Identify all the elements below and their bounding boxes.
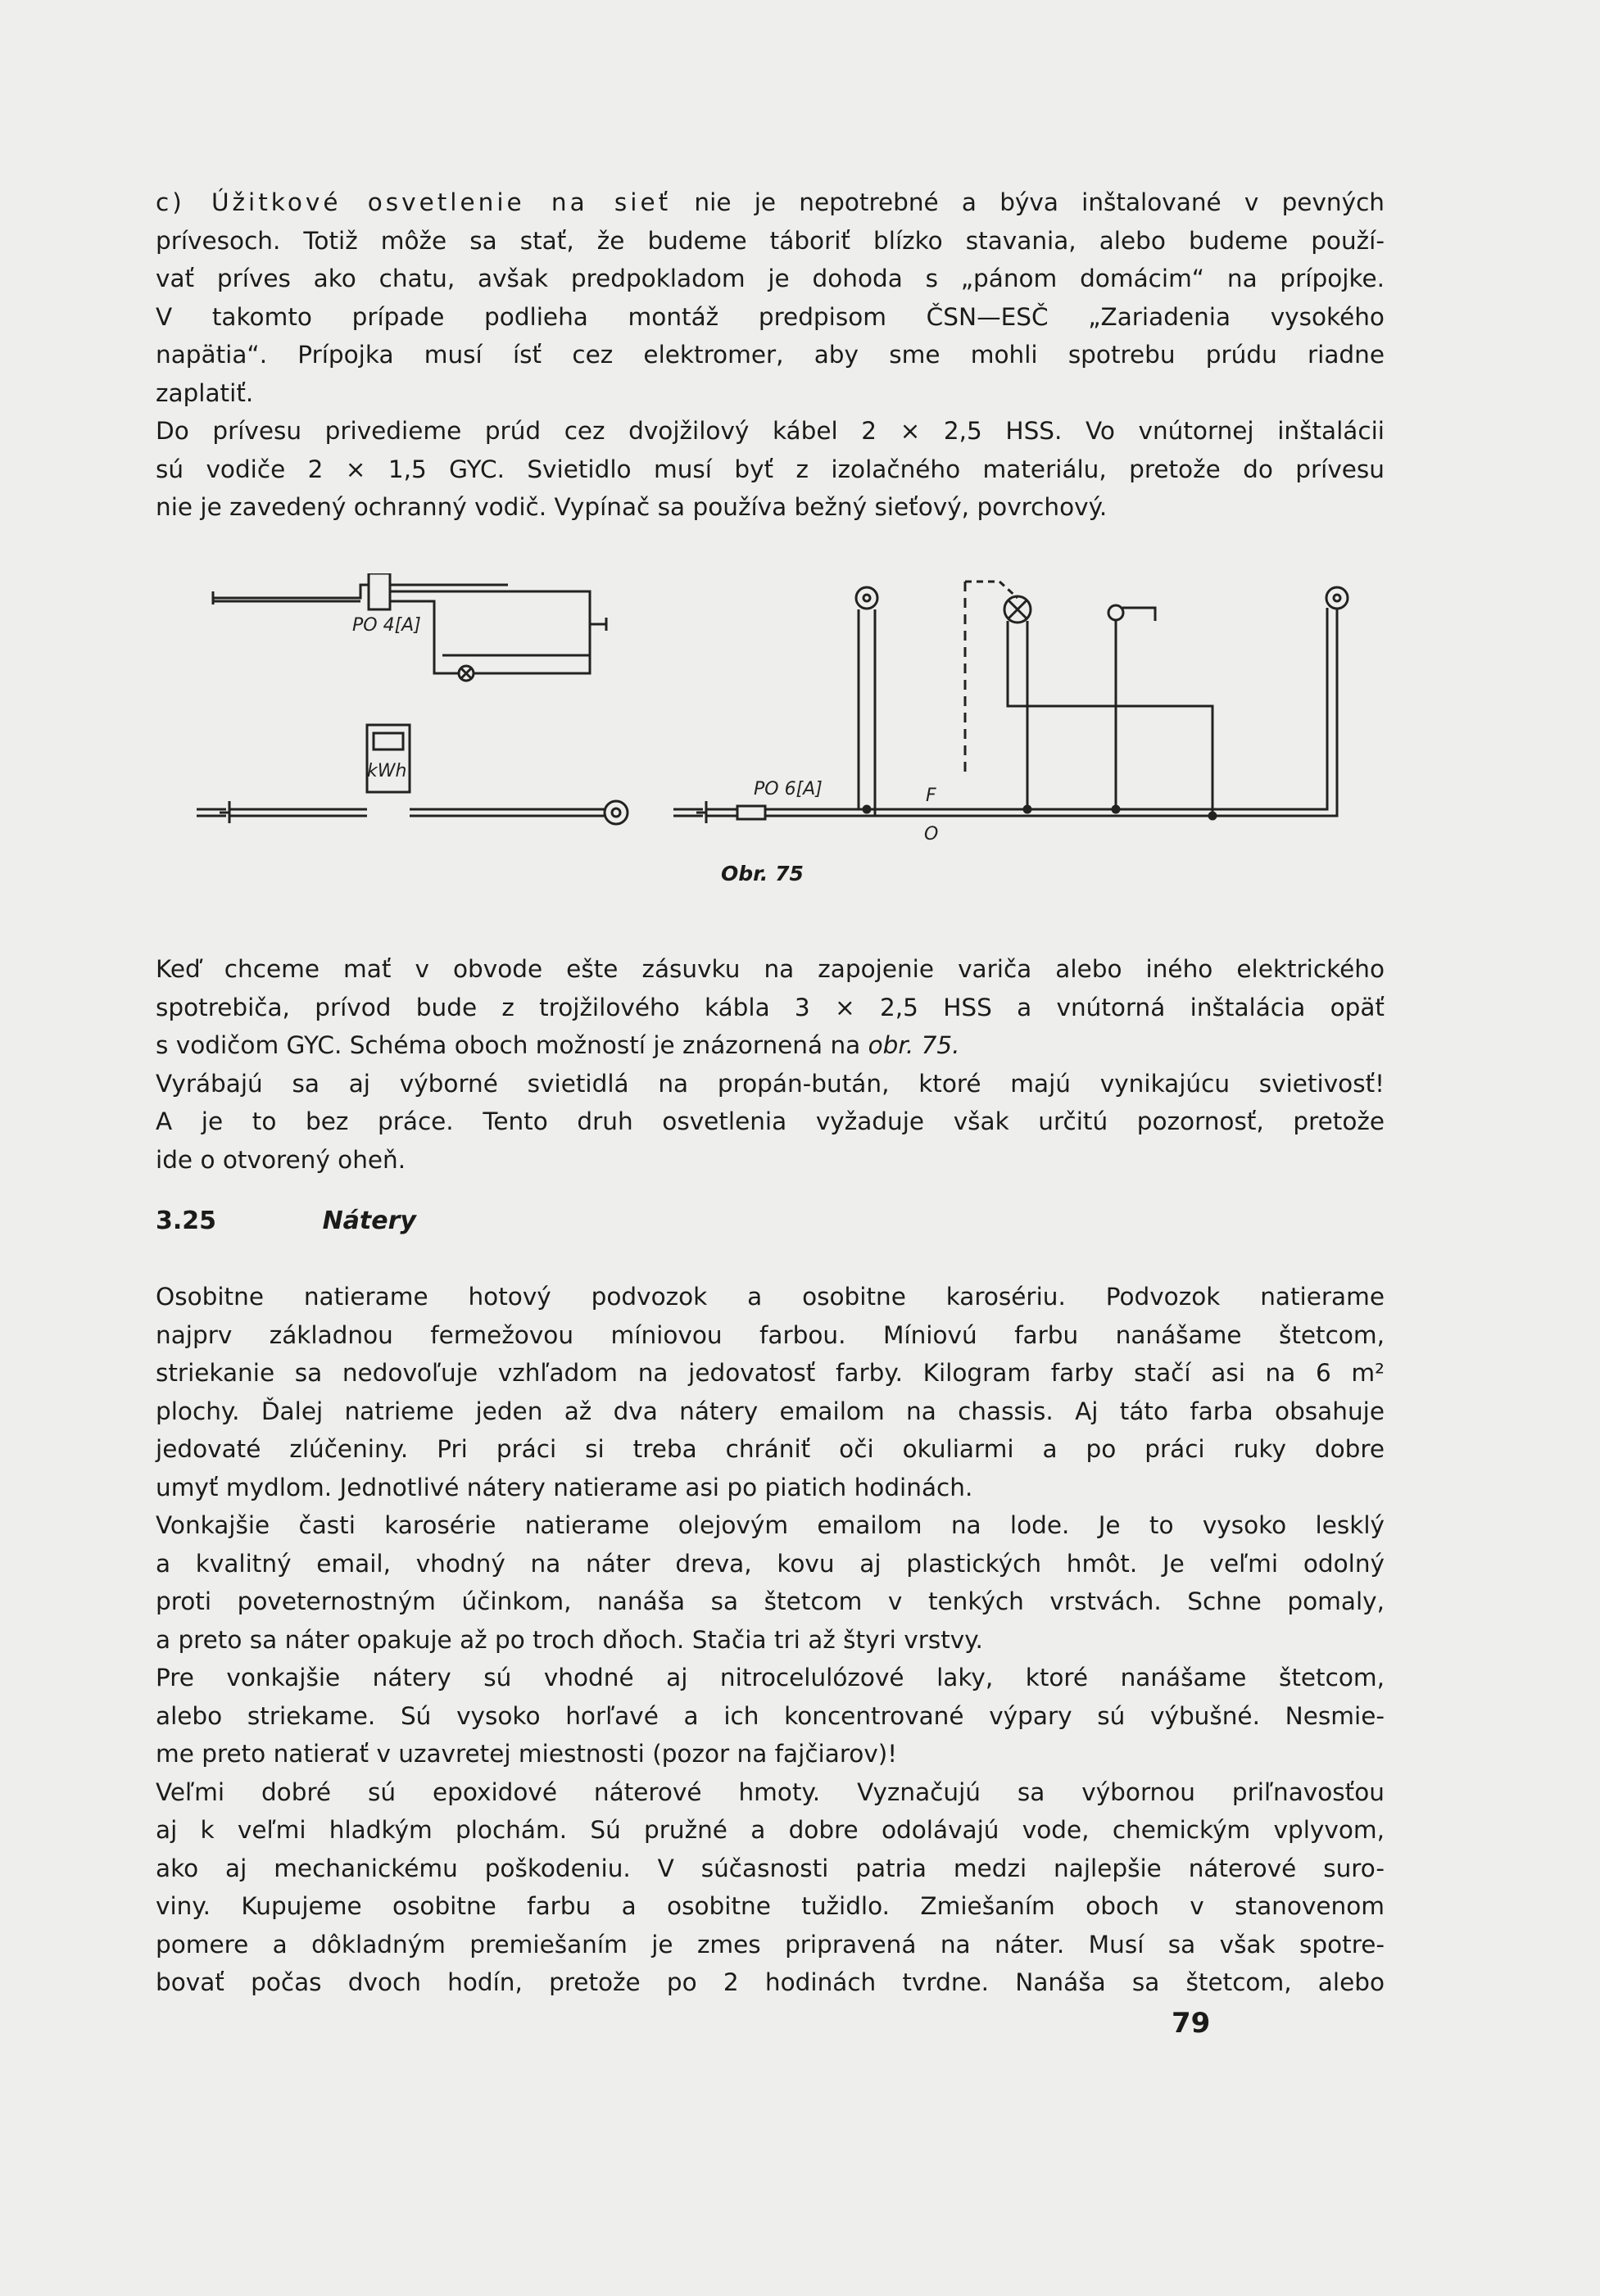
text-line: zaplatiť.	[156, 378, 254, 407]
text-line: napätia“. Prípojka musí ísť cez elektromer, aby sme mohli spotrebu prúdu riadne	[156, 341, 1385, 369]
text-line: Do prívesu privedieme prúd cez dvojžilový kábel 2 × 2,5 HSS. Vo vnútornej inštalácii	[156, 417, 1385, 445]
svg-text:O: O	[924, 824, 939, 845]
text-line: me preto natierať v uzavretej miestnosti (pozor na fajčiarov)!	[156, 1740, 898, 1768]
figure-reference: obr. 75.	[868, 1031, 960, 1059]
figure-caption: Obr. 75	[721, 862, 804, 885]
text-line: aj k veľmi hladkým plochám. Sú pružné a dobre odolávajú vode, chemickým vplyvom,	[156, 1816, 1385, 1844]
text-line: Keď chceme mať v obvode ešte zásuvku na zapojenie variča alebo iného elektrického	[156, 955, 1385, 983]
plug-icon	[673, 801, 706, 823]
text-line: plochy. Ďalej natrieme jeden až dva nátery emailom na chassis. Aj táto farba obsahuje	[156, 1397, 1385, 1425]
switch-icon	[1122, 608, 1155, 621]
text-line: V takomto prípade podlieha montáž predpisom ČSN—ESČ „Zariadenia vysokého	[156, 302, 1385, 331]
svg-text:kWh: kWh	[367, 761, 407, 781]
text-line: viny. Kupujeme osobitne farbu a osobitne tužidlo. Zmiešaním oboch v stanovenom	[156, 1892, 1385, 1920]
text-line: Osobitne natierame hotový podvozok a osobitne karosériu. Podvozok natierame	[156, 1283, 1385, 1311]
left-circuit	[197, 573, 628, 824]
text-line: alebo striekame. Sú vysoko horľavé a ich koncentrované výpary sú výbušné. Nesmie-	[156, 1701, 1385, 1730]
text-line: spotrebiča, prívod bude z trojžilového kábla 3 × 2,5 HSS a vnútorná inštalácia opäť	[156, 993, 1385, 1021]
text-line: Vyrábajú sa aj výborné svietidlá na propán-bután, ktoré majú vynikajúcu svietivosť!	[156, 1069, 1385, 1098]
right-circuit	[673, 582, 1348, 845]
text-line: jedovaté zlúčeniny. Pri práci si treba chrániť oči okuliarmi a po práci ruky dobre	[156, 1435, 1385, 1463]
text-line: s vodičom GYC. Schéma oboch možností je znázornená na obr. 75.	[156, 1031, 960, 1059]
text-line: ako aj mechanickému poškodeniu. V súčasnosti patria medzi najlepšie náterové suro-	[156, 1854, 1385, 1882]
wiring-diagram	[197, 573, 1385, 893]
text-line: vať príves ako chatu, avšak predpokladom je dohoda s „pánom domácim“ na prípojke.	[156, 265, 1385, 292]
text-line: Vonkajšie časti karosérie natierame olejovým emailom na lode. Je to vysoko lesklý	[156, 1511, 1385, 1539]
text-line: striekanie sa nedovoľuje vzhľadom na jedovatosť farby. Kilogram farby stačí asi na 6 m²	[156, 1359, 1385, 1387]
text-line: nie je zavedený ochranný vodič. Vypínač sa používa bežný sieťový, povrchový.	[156, 493, 1108, 521]
text-line: bovať počas dvoch hodín, pretože po 2 hodinách tvrdne. Nanáša sa štetcom, alebo	[156, 1968, 1385, 1996]
svg-text:PO 6[A]: PO 6[A]	[754, 779, 823, 799]
text-line: umyť mydlom. Jednotlivé nátery natierame asi po piatich hodinách.	[156, 1473, 973, 1501]
fuse-icon	[369, 573, 390, 609]
socket-icon	[1326, 587, 1348, 609]
svg-text:PO 4[A]: PO 4[A]	[352, 615, 421, 636]
text-line: Veľmi dobré sú epoxidové náterové hmoty. Vyznačujú sa výbornou priľnavosťou	[156, 1777, 1385, 1806]
switch-icon	[590, 618, 606, 631]
text-line: pomere a dôkladným premiešaním je zmes pripravená na náter. Musí sa však spotre-	[156, 1930, 1385, 1959]
text-line: proti poveternostným účinkom, nanáša sa štetcom v tenkých vrstvách. Schne pomaly,	[156, 1587, 1385, 1615]
socket-icon	[605, 801, 628, 824]
svg-text:F: F	[926, 786, 936, 806]
text-line: a preto sa náter opakuje až po troch dňoch. Stačia tri až štyri vrstvy.	[156, 1625, 983, 1654]
text-line: ide o otvorený oheň.	[156, 1145, 406, 1174]
section-title: Nátery	[322, 1207, 416, 1235]
text-line: a kvalitný email, vhodný na náter dreva, kovu aj plastických hmôt. Je veľmi odolný	[156, 1549, 1385, 1578]
text-line: A je to bez práce. Tento druh osvetlenia vyžaduje však určitú pozornosť, pretože	[156, 1107, 1385, 1135]
text-line: najprv základnou fermežovou míniovou farbou. Míniovú farbu nanášame štetcom,	[156, 1320, 1385, 1349]
text-line: sú vodiče 2 × 1,5 GYC. Svietidlo musí byť z izolačného materiálu, pretože do prívesu	[156, 455, 1385, 483]
paragraph-utility-lighting	[156, 183, 1385, 527]
run-in-heading: c) Úžitkové osvetlenie na sieť	[156, 188, 672, 216]
section-number: 3.25	[156, 1207, 217, 1235]
paragraph-socket-and-gas-lamps	[156, 950, 1385, 1179]
plug-icon	[197, 801, 229, 823]
section-heading	[156, 1202, 416, 1240]
text-line: Pre vonkajšie nátery sú vhodné aj nitrocelulózové laky, ktoré nanášame štetcom,	[156, 1664, 1385, 1691]
text-line: prívesoch. Totiž môže sa stať, že budeme táboriť blízko stavania, alebo budeme použí-	[156, 226, 1385, 255]
socket-icon	[856, 587, 877, 609]
text-line: c) Úžitkové osvetlenie na sieť nie je nepotrebné a býva inštalované v pevných	[156, 188, 1385, 216]
fuse-icon	[737, 806, 765, 819]
wiring-schematic-svg	[197, 573, 1385, 893]
paragraph-coatings	[156, 1278, 1385, 2002]
page-number: 79	[1172, 2007, 1211, 2040]
